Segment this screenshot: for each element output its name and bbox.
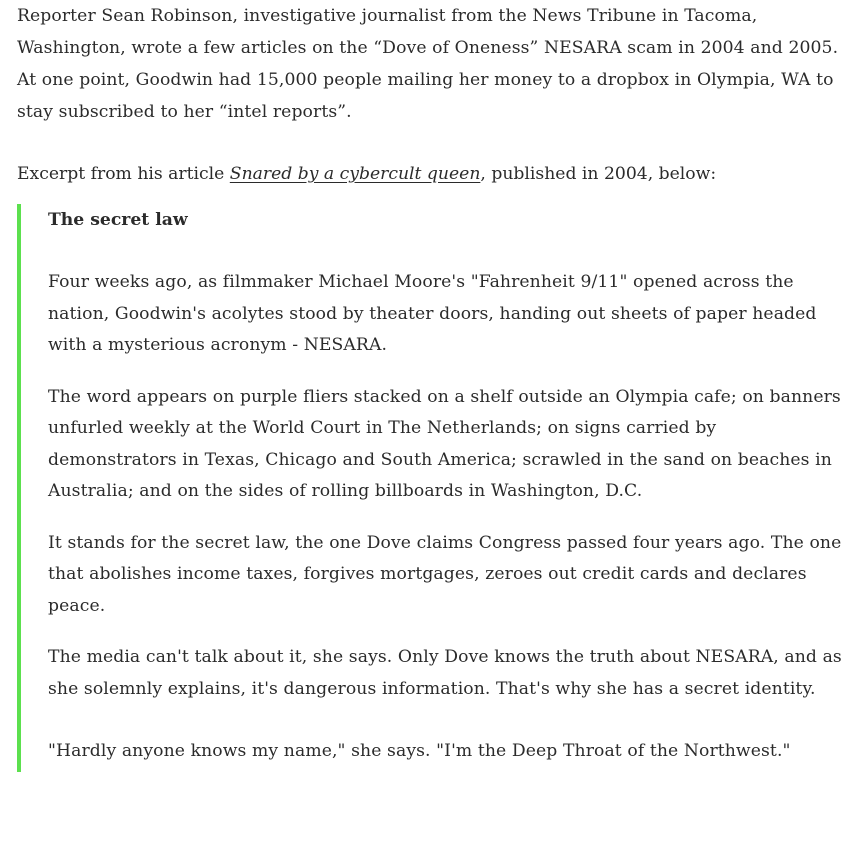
excerpt-intro-line: [17, 158, 847, 190]
quote-paragraph-4: The media can't talk about it, she says. Only Dove knows the truth about NESARA, and as she solemnly explains, it's dangerous information. That's why she has a secret identity.: [48, 647, 842, 699]
excerpt-suffix: , published in 2004, below:: [480, 164, 717, 184]
quote-paragraph-2: The word appears on purple fliers stacked on a shelf outside an Olympia cafe; on banners unfurled weekly at the World Court in The Netherlands; on signs carried by demonstrators in Texas, Chicago and South America; scrawled in the sand on beaches in Australia; and on the sides of rolling billboards in Washington, D.C.: [48, 386, 841, 501]
quote-paragraph-1: Four weeks ago, as filmmaker Michael Moore's "Fahrenheit 9/11" opened across the nation, Goodwin's acolytes stood by theater doors, handing out sheets of paper headed with a mysterious acronym - NESARA.: [48, 272, 817, 355]
article-link[interactable]: Snared by a cybercult queen: [229, 164, 481, 184]
article-blockquote: [17, 204, 847, 772]
article-body: [17, 0, 847, 788]
quote-paragraph-5: "Hardly anyone knows my name," she says. "I'm the Deep Throat of the Northwest.": [48, 741, 791, 761]
quote-heading: The secret law: [48, 210, 188, 230]
intro-paragraph: Reporter Sean Robinson, investigative journalist from the News Tribune in Tacoma, Washington, wrote a few articles on the “Dove of Oneness” NESARA scam in 2004 and 2005. At one point, Goodwin had 15,000 people mailing her money to a dropbox in Olympia, WA to stay subscribed to her “intel reports”.: [17, 6, 839, 122]
excerpt-prefix: Excerpt from his article: [17, 164, 230, 184]
quote-paragraph-3: It stands for the secret law, the one Dove claims Congress passed four years ago. The one that abolishes income taxes, forgives mortgages, zeroes out credit cards and declares peace.: [48, 532, 842, 616]
